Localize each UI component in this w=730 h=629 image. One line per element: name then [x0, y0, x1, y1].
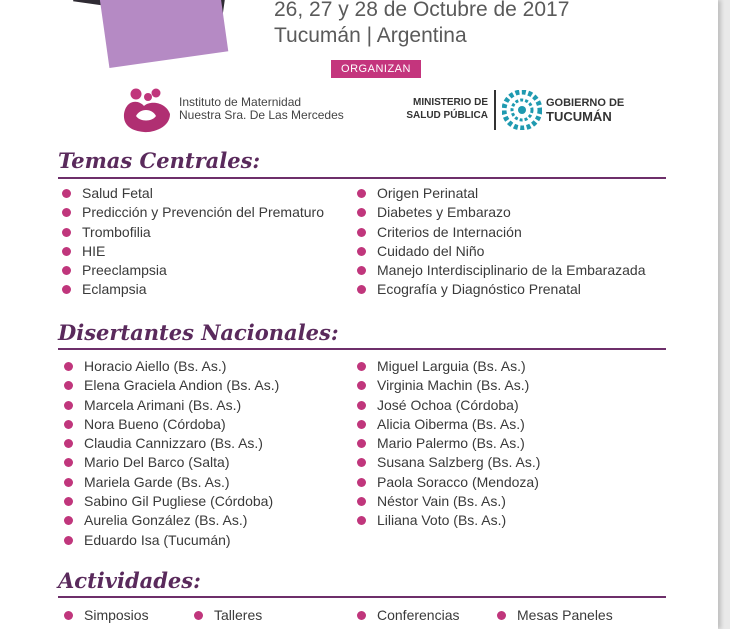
institute-name-line1: Instituto de Maternidad: [179, 95, 302, 109]
bullet-dot: [357, 228, 366, 237]
list-item-label: Claudia Cannizzaro (Bs. As.): [84, 435, 263, 452]
bullet-dot: [64, 611, 73, 620]
bullet-dot: [357, 381, 366, 390]
disertantes-list-left: [62, 357, 279, 550]
list-item: [60, 184, 324, 203]
activity-item: [192, 606, 262, 625]
bullet-dot: [497, 611, 506, 620]
list-item: [60, 280, 324, 299]
list-item-label: Nora Bueno (Córdoba): [84, 415, 226, 432]
temas-list-left: [60, 184, 324, 300]
list-item: [355, 203, 645, 222]
bullet-dot: [62, 228, 71, 237]
list-item: [62, 415, 279, 434]
temas-rule: [58, 177, 666, 179]
disertantes-list-right: [355, 357, 540, 531]
list-item: [62, 453, 279, 472]
ministry-line1: MINISTERIO DE: [412, 97, 488, 108]
ministry-line2: SALUD PÚBLICA: [406, 110, 488, 121]
list-item-label: Eclampsia: [82, 281, 147, 298]
bullet-dot: [64, 516, 73, 525]
bullet-dot: [64, 439, 73, 448]
government-line2: TUCUMÁN: [546, 109, 612, 124]
list-item: [62, 492, 279, 511]
activity-label: Talleres: [214, 607, 263, 623]
temas-centrales-title: Temas Centrales:: [58, 148, 261, 173]
list-item-label: Miguel Larguia (Bs. As.): [377, 358, 526, 374]
list-item: [355, 376, 540, 395]
bullet-dot: [64, 497, 73, 506]
list-item: [355, 357, 540, 376]
bullet-dot: [62, 189, 71, 198]
bullet-dot: [64, 536, 73, 545]
list-item: [355, 396, 540, 415]
list-item: [62, 511, 279, 530]
list-item: [62, 473, 279, 492]
activity-label: Conferencias: [377, 607, 460, 623]
event-dates: 26, 27 y 28 de Octubre de 2017: [274, 0, 570, 21]
government-line1: GOBIERNO DE: [546, 97, 625, 109]
bullet-dot: [62, 247, 71, 256]
ministry-name: [398, 96, 488, 122]
organizers-badge: ORGANIZAN: [331, 60, 421, 78]
list-item: [60, 203, 324, 222]
list-item: [355, 511, 540, 530]
bullet-dot: [357, 611, 366, 620]
bullet-dot: [64, 362, 73, 371]
bullet-dot: [357, 478, 366, 487]
list-item-label: Alicia Oiberma (Bs. As.): [377, 415, 525, 432]
list-item-label: Predicción y Prevención del Prematuro: [82, 204, 325, 221]
list-item: [60, 261, 324, 280]
list-item: [60, 242, 324, 261]
header-decoration: [100, 0, 229, 68]
bullet-dot: [357, 247, 366, 256]
bullet-dot: [357, 189, 366, 198]
bullet-dot: [357, 362, 366, 371]
institute-name-line2: Nuestra Sra. De Las Mercedes: [179, 108, 344, 122]
bullet-dot: [357, 497, 366, 506]
disertantes-title: Disertantes Nacionales:: [58, 320, 339, 345]
bullet-dot: [64, 420, 73, 429]
list-item-label: Mariela Garde (Bs. As.): [84, 473, 230, 490]
temas-list-right: [355, 184, 645, 300]
list-item: [355, 434, 540, 453]
list-item-label: Susana Salzberg (Bs. As.): [377, 454, 541, 471]
list-item-label: Mario Palermo (Bs. As.): [377, 435, 525, 452]
bullet-dot: [357, 285, 366, 294]
bullet-dot: [357, 420, 366, 429]
list-item-label: Ecografía y Diagnóstico Prenatal: [377, 281, 581, 298]
list-item-label: HIE: [82, 242, 106, 259]
bullet-dot: [64, 381, 73, 390]
list-item-label: Marcela Arimani (Bs. As.): [84, 396, 242, 413]
activity-item: [495, 606, 613, 625]
actividades-title: Actividades:: [58, 568, 201, 593]
activity-label: Mesas Paneles: [517, 607, 613, 623]
list-item: [355, 280, 645, 299]
bullet-dot: [357, 516, 366, 525]
bullet-dot: [64, 458, 73, 467]
list-item: [355, 223, 645, 242]
list-item: [355, 492, 540, 511]
list-item-label: Origen Perinatal: [377, 185, 479, 201]
list-item: [62, 357, 279, 376]
list-item-label: Eduardo Isa (Tucumán): [84, 531, 231, 548]
bullet-dot: [194, 611, 203, 620]
list-item: [355, 242, 645, 261]
government-sun-logo: [502, 90, 542, 130]
bullet-dot: [357, 439, 366, 448]
list-item-label: José Ochoa (Córdoba): [377, 396, 519, 413]
list-item-label: Salud Fetal: [82, 185, 153, 201]
list-item: [62, 434, 279, 453]
list-item-label: Diabetes y Embarazo: [377, 204, 511, 221]
activity-item: [355, 606, 460, 625]
list-item: [355, 473, 540, 492]
bullet-dot: [62, 266, 71, 275]
list-item-label: Criterios de Internación: [377, 223, 522, 240]
list-item: [355, 261, 645, 280]
list-item-label: Liliana Voto (Bs. As.): [377, 512, 507, 529]
list-item: [355, 184, 645, 203]
list-item-label: Manejo Interdisciplinario de la Embarazada: [377, 262, 646, 279]
activity-label: Simposios: [84, 607, 149, 623]
list-item-label: Trombofilia: [82, 223, 151, 240]
bullet-dot: [62, 285, 71, 294]
institute-name: [179, 96, 344, 122]
list-item-label: Paola Soracco (Mendoza): [377, 473, 539, 490]
bullet-dot: [64, 401, 73, 410]
bullet-dot: [357, 266, 366, 275]
list-item: [355, 415, 540, 434]
logo-divider: [494, 90, 496, 130]
list-item-label: Elena Graciela Andion (Bs. As.): [84, 377, 280, 394]
bullet-dot: [357, 458, 366, 467]
maternity-institute-logo: [122, 86, 174, 134]
bullet-dot: [357, 208, 366, 217]
list-item-label: Cuidado del Niño: [377, 242, 485, 259]
list-item-label: Mario Del Barco (Salta): [84, 454, 230, 471]
government-name: [546, 96, 624, 124]
list-item-label: Horacio Aiello (Bs. As.): [84, 358, 227, 374]
list-item-label: Aurelia González (Bs. As.): [84, 512, 248, 529]
bullet-dot: [357, 401, 366, 410]
activity-item: [62, 606, 149, 625]
list-item: [60, 223, 324, 242]
bullet-dot: [64, 478, 73, 487]
list-item-label: Virginia Machin (Bs. As.): [377, 377, 530, 394]
event-location: Tucumán | Argentina: [274, 24, 467, 47]
bullet-dot: [62, 208, 71, 217]
list-item-label: Sabino Gil Pugliese (Córdoba): [84, 493, 274, 510]
list-item-label: Preeclampsia: [82, 262, 167, 279]
disertantes-rule: [58, 348, 666, 350]
actividades-rule: [58, 596, 666, 598]
list-item: [62, 531, 279, 550]
list-item: [62, 396, 279, 415]
list-item: [62, 376, 279, 395]
list-item: [355, 453, 540, 472]
list-item-label: Néstor Vain (Bs. As.): [377, 493, 506, 510]
